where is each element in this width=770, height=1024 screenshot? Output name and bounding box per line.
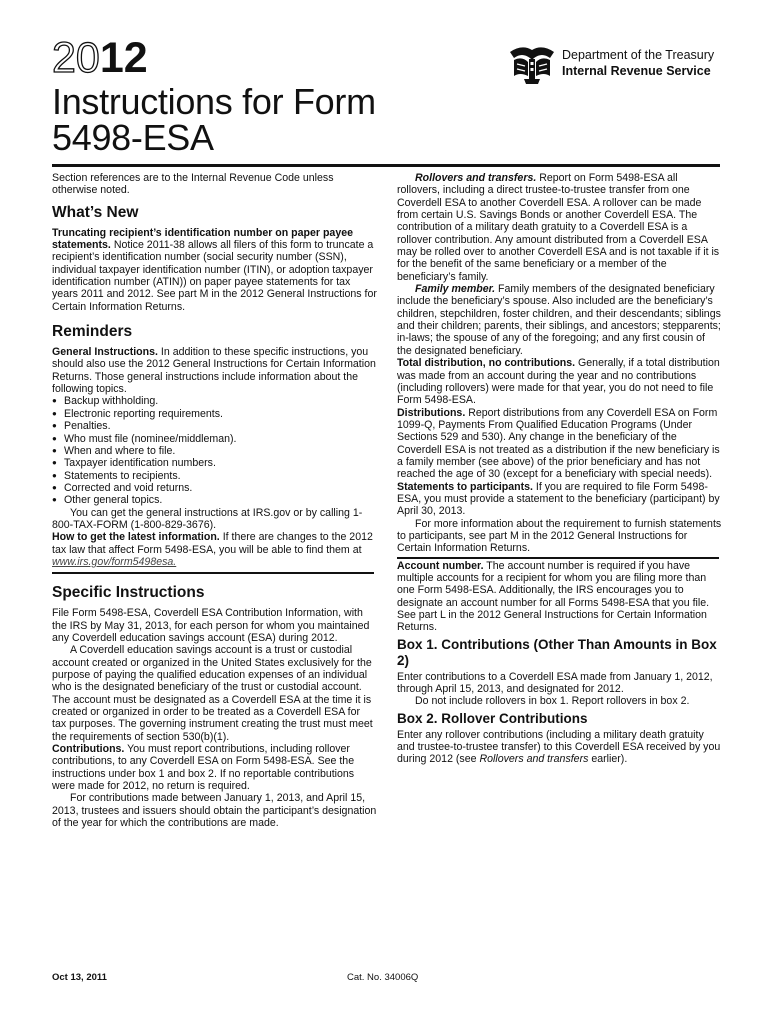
list-item: ● When and where to file. xyxy=(52,445,377,457)
total-paragraph xyxy=(397,357,722,406)
box1-heading: Box 1. Contributions (Other Than Amounts in Box 2) xyxy=(397,636,717,668)
contributions-paragraph xyxy=(52,743,377,792)
latest-paragraph xyxy=(52,531,377,568)
general-paragraph xyxy=(52,346,377,395)
box2-italic: Rollovers and transfers xyxy=(479,753,589,766)
list-item: ● Taxpayer identification numbers. xyxy=(52,457,377,469)
family-lead: Family member. xyxy=(415,283,496,296)
header-rule xyxy=(52,164,720,167)
irs-eagle-logo-icon xyxy=(508,42,556,86)
family-text: Family members of the designated beneficiary include the beneficiary’s spouse. Also included are the beneficiary’s children, stepchildren, foster children, and their descendants; siblings and their children; parents, their siblings, and ancestors; stepparents; in-laws; the spouse of any of the foregoing; and any first cousin of the designated beneficiary. xyxy=(397,283,721,357)
reminders-heading: Reminders xyxy=(52,323,133,341)
intro-text: Section references are to the Internal Revenue Code unless otherwise noted. xyxy=(52,172,334,197)
right-column xyxy=(397,172,722,766)
topics-list xyxy=(52,395,377,506)
year-outline-digits: 20 xyxy=(52,34,100,82)
distributions-text: Report distributions from any Coverdell ESA on Form 1099-Q, Payments From Qualified Education Programs (Under Sections 529 and 530). Any change in the beneficiary of the Coverdell ESA is not treated as a distribution if the new beneficiary is a family member (see above) of the prior beneficiary and has not reached the age of 30 (except for a beneficiary with special needs). xyxy=(397,406,720,481)
statements-paragraph xyxy=(397,481,722,518)
list-item: ● Other general topics. xyxy=(52,494,377,506)
latest-lead: How to get the latest information. xyxy=(52,531,220,544)
rollovers-paragraph xyxy=(397,172,722,283)
account-paragraph xyxy=(397,560,722,634)
more-info-text: For more information about the requirement to furnish statements to participants, see part M in the 2012 General Instructions for Certain Information Returns. xyxy=(397,517,722,555)
year-solid-digits: 12 xyxy=(99,34,148,82)
list-item: ● Corrected and void returns. xyxy=(52,482,377,494)
list-item: ● Statements to recipients. xyxy=(52,470,377,482)
statements-text: If you are required to file Form 5498-ESA, you must provide a statement to the beneficiary (participant) by April 30, 2013. xyxy=(397,480,720,518)
specific-text: File Form 5498-ESA, Coverdell ESA Contribution Information, with the IRS by May 31, 2013, for each person for whom you maintained any Coverdell education savings account (ESA) during 2012. xyxy=(52,607,370,644)
latest-text: If there are changes to the 2012 tax law that affect Form 5498-ESA, you will be able to find them at xyxy=(52,531,373,556)
account-lead: Account number. xyxy=(397,559,484,572)
distributions-lead: Distributions. xyxy=(397,406,466,419)
list-item: ● Who must file (nominee/middleman). xyxy=(52,433,377,445)
statements-lead: Statements to participants. xyxy=(397,480,533,493)
general-lead: General Instructions. xyxy=(52,346,158,359)
rollovers-text: Report on Form 5498-ESA all rollovers, including a direct trustee-to-trustee transfer from one Coverdell ESA to another Coverdell ESA. A rollover can be made from certain U.S. Savings Bonds or another Coverdell ESA. The contribution of a military death gratuity to a Coverdell ESA is a rollover contribution. Any amount distributed from a Coverdell ESA may be rolled over to another Coverdell ESA and is not taxable if it is for the benefit of the same beneficiary or a member of the beneficiary’s family. xyxy=(397,172,720,283)
box2-end: earlier). xyxy=(588,753,628,766)
truncating-lead: Truncating recipient’s identification number on paper payee statements. xyxy=(52,226,353,252)
list-item: ● Penalties. xyxy=(52,420,377,432)
irs-form-link[interactable]: www.irs.gov/form5498esa. xyxy=(52,555,177,568)
section-divider xyxy=(52,572,374,574)
specific-heading: Specific Instructions xyxy=(52,584,205,602)
list-item: ● Backup withholding. xyxy=(52,395,377,407)
distributions-paragraph xyxy=(397,407,722,481)
truncating-text: Notice 2011-38 allows all filers of this form to truncate a recipient’s identification number (social security number (SSN), individual taxpayer identification number (ITIN), or adoption taxpayer identification number (ATIN)) on paper payee statements for tax years 2011 and 2012. See part M in the 2012 General Instructions for Certain Information Returns. xyxy=(52,239,377,313)
box1-note: Do not include rollovers in box 1. Report rollovers in box 2. xyxy=(415,695,690,708)
coverdell-text: A Coverdell education savings account is a trust or custodial account created or organized in the United States exclusively for the purpose of paying the qualified education expenses of an individual who is the designated beneficiary of the trust or custodial account. The account must be designated as a Coverdell ESA at the time it is created or organized in order to be treated as a Coverdell ESA for tax purposes. The governing instrument creating the trust must meet the requirements of section 530(b)(1). xyxy=(52,644,373,743)
box1-text: Enter contributions to a Coverdell ESA made from January 1, 2012, through April 15, 2013, and designated for 2012. xyxy=(397,670,713,696)
general-text: In addition to these specific instructions, you should also use the 2012 General Instructions for Certain Information Returns. Those general instructions include information about the following topics. xyxy=(52,346,376,396)
account-text: The account number is required if you have multiple accounts for a recipient for whom you are filing more than one Form 5498-ESA. Additionally, the IRS encourages you to designate an account number for all Forms 5498-ESA that you file. See part L in the 2012 General Instructions for Certain Information Returns. xyxy=(397,559,710,634)
family-paragraph xyxy=(397,283,722,357)
truncating-paragraph xyxy=(52,227,377,313)
footer-catalog-number: Cat. No. 34006Q xyxy=(347,972,419,983)
page-title-line2: 5498-ESA xyxy=(52,117,214,158)
left-column xyxy=(52,172,377,829)
agency-service: Internal Revenue Service xyxy=(562,64,711,78)
section-divider xyxy=(397,557,719,559)
contrib-made-text: For contributions made between January 1, 2013, and April 15, 2013, trustees and issuers should obtain the participant’s designation of the year for which the contributions are made. xyxy=(52,792,377,830)
form-year xyxy=(52,34,148,82)
total-text: Generally, if a total distribution was made from an account during the year and no contributions (including rollovers) were made for that year, you do not need to file Form 5498-ESA. xyxy=(397,357,720,407)
box2-heading: Box 2. Rollover Contributions xyxy=(397,710,588,726)
rollovers-lead: Rollovers and transfers. xyxy=(415,172,537,184)
list-item: ● Electronic reporting requirements. xyxy=(52,408,377,420)
total-lead: Total distribution, no contributions. xyxy=(397,357,576,370)
contributions-text: You must report contributions, including rollover contributions, to any Coverdell ESA on Form 5498-ESA. See the instructions under box 1 and box 2. If no reportable contributions were made for 2012, no return is required. xyxy=(52,743,355,793)
page-title-line1: Instructions for Form xyxy=(52,81,376,122)
get-general-text: You can get the general instructions at IRS.gov or by calling 1-800-TAX-FORM (1-800-829-3676). xyxy=(52,506,363,531)
agency-department: Department of the Treasury xyxy=(562,48,715,62)
contributions-lead: Contributions. xyxy=(52,743,125,756)
footer-date: Oct 13, 2011 xyxy=(52,972,107,983)
whats-new-heading: What’s New xyxy=(52,203,139,221)
box2-paragraph xyxy=(397,729,722,766)
box2-text: Enter any rollover contributions (including a military death gratuity and trustee-to-trustee transfer) to this Coverdell ESA received by you during 2012 (see xyxy=(397,728,721,766)
agency-block xyxy=(508,42,738,86)
